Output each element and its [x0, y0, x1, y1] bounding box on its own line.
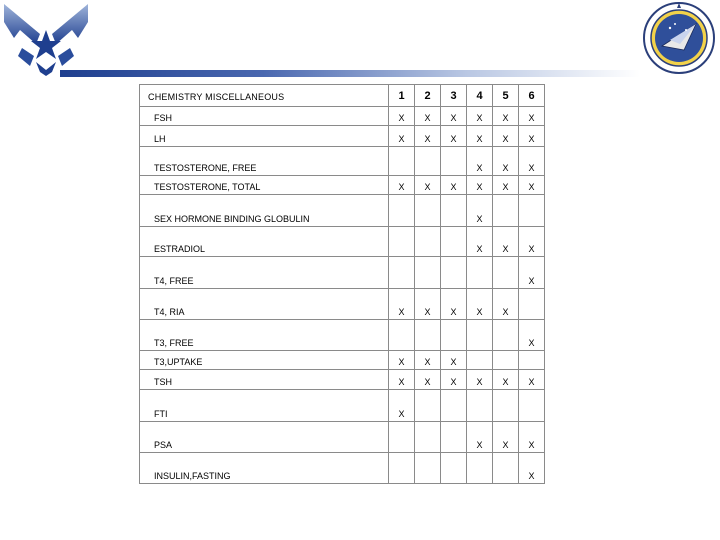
test-cell-col-6: X	[519, 126, 545, 147]
test-cell-col-4	[467, 351, 493, 370]
test-cell-col-1	[389, 422, 415, 453]
test-cell-col-4	[467, 320, 493, 351]
test-cell-col-5	[493, 453, 519, 484]
table-title: CHEMISTRY MISCELLANEOUS	[140, 85, 389, 107]
test-name: LH	[140, 126, 389, 147]
test-name: FSH	[140, 107, 389, 126]
test-cell-col-5: X	[493, 227, 519, 257]
test-cell-col-6: X	[519, 453, 545, 484]
test-cell-col-5: X	[493, 422, 519, 453]
chemistry-misc-table	[139, 84, 545, 484]
test-name: T3,UPTAKE	[140, 351, 389, 370]
test-cell-col-3: X	[441, 370, 467, 390]
test-cell-col-4: X	[467, 227, 493, 257]
test-name: INSULIN,FASTING	[140, 453, 389, 484]
air-force-logo-icon	[0, 0, 92, 78]
table-row	[140, 195, 545, 227]
test-cell-col-4	[467, 453, 493, 484]
test-cell-col-3	[441, 195, 467, 227]
test-cell-col-6: X	[519, 422, 545, 453]
test-name: T3, FREE	[140, 320, 389, 351]
test-cell-col-2: X	[415, 351, 441, 370]
test-cell-col-6: X	[519, 227, 545, 257]
test-name: FTI	[140, 390, 389, 422]
test-name: TESTOSTERONE, FREE	[140, 147, 389, 176]
test-cell-col-6: X	[519, 370, 545, 390]
test-name: PSA	[140, 422, 389, 453]
column-header-5: 5	[493, 85, 519, 107]
table-row	[140, 453, 545, 484]
test-cell-col-4	[467, 390, 493, 422]
test-cell-col-1: X	[389, 289, 415, 320]
test-cell-col-1: X	[389, 370, 415, 390]
test-cell-col-3	[441, 257, 467, 289]
test-cell-col-2: X	[415, 107, 441, 126]
test-cell-col-3	[441, 453, 467, 484]
test-cell-col-4	[467, 257, 493, 289]
test-cell-col-3: X	[441, 107, 467, 126]
test-cell-col-2	[415, 195, 441, 227]
test-cell-col-1	[389, 453, 415, 484]
test-cell-col-6: X	[519, 147, 545, 176]
table-row	[140, 370, 545, 390]
test-cell-col-3	[441, 390, 467, 422]
table-row	[140, 351, 545, 370]
test-cell-col-5	[493, 195, 519, 227]
test-cell-col-5: X	[493, 370, 519, 390]
test-cell-col-6	[519, 390, 545, 422]
test-cell-col-1	[389, 147, 415, 176]
test-cell-col-4: X	[467, 107, 493, 126]
test-cell-col-5: X	[493, 107, 519, 126]
test-cell-col-4: X	[467, 126, 493, 147]
test-cell-col-1: X	[389, 176, 415, 195]
test-cell-col-2	[415, 147, 441, 176]
test-cell-col-2	[415, 422, 441, 453]
test-name: ESTRADIOL	[140, 227, 389, 257]
test-name: TESTOSTERONE, TOTAL	[140, 176, 389, 195]
test-cell-col-4: X	[467, 370, 493, 390]
test-cell-col-4: X	[467, 195, 493, 227]
test-cell-col-3: X	[441, 176, 467, 195]
test-cell-col-5: X	[493, 176, 519, 195]
test-cell-col-4: X	[467, 422, 493, 453]
test-cell-col-5: X	[493, 289, 519, 320]
test-cell-col-3: X	[441, 126, 467, 147]
table-row	[140, 176, 545, 195]
column-header-1: 1	[389, 85, 415, 107]
test-cell-col-1	[389, 320, 415, 351]
research-lab-seal-icon	[640, 0, 718, 76]
test-cell-col-4: X	[467, 147, 493, 176]
test-cell-col-6: X	[519, 257, 545, 289]
test-cell-col-3	[441, 147, 467, 176]
column-header-6: 6	[519, 85, 545, 107]
test-cell-col-1	[389, 227, 415, 257]
test-cell-col-2	[415, 320, 441, 351]
table-row	[140, 320, 545, 351]
test-cell-col-3	[441, 227, 467, 257]
table-row	[140, 126, 545, 147]
test-cell-col-2	[415, 227, 441, 257]
test-cell-col-2: X	[415, 176, 441, 195]
header-gradient-bar	[60, 70, 640, 77]
column-header-2: 2	[415, 85, 441, 107]
column-header-4: 4	[467, 85, 493, 107]
test-cell-col-5	[493, 257, 519, 289]
table-row	[140, 422, 545, 453]
table-row	[140, 390, 545, 422]
table-row	[140, 107, 545, 126]
column-header-3: 3	[441, 85, 467, 107]
test-cell-col-5	[493, 351, 519, 370]
test-cell-col-2: X	[415, 289, 441, 320]
test-cell-col-2: X	[415, 126, 441, 147]
test-cell-col-6	[519, 195, 545, 227]
test-cell-col-5: X	[493, 147, 519, 176]
test-cell-col-5: X	[493, 126, 519, 147]
test-cell-col-3	[441, 422, 467, 453]
test-cell-col-2	[415, 390, 441, 422]
test-cell-col-1: X	[389, 351, 415, 370]
test-cell-col-1	[389, 257, 415, 289]
test-cell-col-1: X	[389, 107, 415, 126]
test-cell-col-6: X	[519, 320, 545, 351]
test-name: SEX HORMONE BINDING GLOBULIN	[140, 195, 389, 227]
test-cell-col-3	[441, 320, 467, 351]
table-row	[140, 227, 545, 257]
table-row	[140, 147, 545, 176]
test-cell-col-1: X	[389, 390, 415, 422]
test-name: TSH	[140, 370, 389, 390]
test-cell-col-2: X	[415, 370, 441, 390]
test-cell-col-3: X	[441, 289, 467, 320]
test-cell-col-1: X	[389, 126, 415, 147]
test-cell-col-6	[519, 351, 545, 370]
test-cell-col-4: X	[467, 176, 493, 195]
test-cell-col-2	[415, 453, 441, 484]
test-cell-col-2	[415, 257, 441, 289]
test-cell-col-5	[493, 390, 519, 422]
test-cell-col-6: X	[519, 107, 545, 126]
test-cell-col-3: X	[441, 351, 467, 370]
table-row	[140, 257, 545, 289]
test-name: T4, RIA	[140, 289, 389, 320]
test-cell-col-1	[389, 195, 415, 227]
test-cell-col-6	[519, 289, 545, 320]
test-cell-col-5	[493, 320, 519, 351]
test-cell-col-6: X	[519, 176, 545, 195]
table-row	[140, 289, 545, 320]
test-name: T4, FREE	[140, 257, 389, 289]
test-cell-col-4: X	[467, 289, 493, 320]
